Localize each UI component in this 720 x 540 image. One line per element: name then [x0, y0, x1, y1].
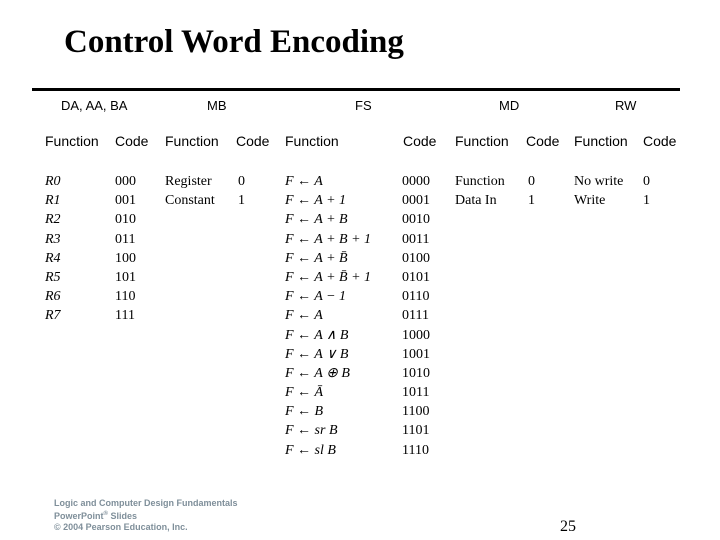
- mb-code: 0: [238, 174, 245, 189]
- rw-code: 1: [643, 193, 650, 209]
- header-md: MD: [499, 98, 520, 113]
- fs-code: 0100: [402, 250, 430, 266]
- register-function: R7: [45, 308, 61, 324]
- fs-code: 0000: [402, 174, 430, 189]
- register-code: 110: [115, 289, 136, 305]
- fs-function: F ← sl B: [285, 442, 336, 458]
- fs-code: 1010: [402, 365, 430, 381]
- register-function: R0: [45, 174, 61, 189]
- subheader-function: Function: [165, 133, 219, 149]
- fs-code: 1000: [402, 327, 430, 343]
- register-function: R3: [45, 231, 61, 247]
- header-da-aa-ba: DA, AA, BA: [61, 98, 128, 113]
- fs-function: F ← Ā: [285, 385, 324, 401]
- rw-function: No write: [574, 174, 624, 189]
- fs-function: F ← A + B̄ + 1: [285, 269, 372, 285]
- page-number: 25: [560, 518, 576, 535]
- fs-function: F ← A + B: [285, 212, 348, 228]
- rw-code-column: [643, 172, 650, 210]
- fs-function: F ← sr B: [285, 423, 338, 439]
- rw-code: 0: [643, 174, 650, 189]
- subheader-code: Code: [643, 133, 677, 149]
- md-function-column: [455, 172, 505, 210]
- subheader-code: Code: [236, 133, 270, 149]
- mb-code-column: [238, 172, 245, 210]
- fs-function: F ← B: [285, 404, 324, 420]
- register-code: 101: [115, 269, 136, 285]
- md-code-column: [528, 172, 535, 210]
- footer-slides-brand: PowerPoint: [54, 511, 104, 521]
- header-fs: FS: [355, 98, 372, 113]
- subheader-function: Function: [455, 133, 509, 149]
- fs-code: 1100: [402, 404, 430, 420]
- register-code: 011: [115, 231, 136, 247]
- subheader-code: Code: [403, 133, 437, 149]
- register-code: 100: [115, 250, 136, 266]
- register-code-column: [115, 172, 136, 326]
- md-code: 1: [528, 193, 535, 209]
- fs-code: 0110: [402, 289, 430, 305]
- register-function: R6: [45, 289, 61, 305]
- fs-code: 1101: [402, 423, 430, 439]
- register-function-column: [45, 172, 61, 326]
- footer-slides-suffix: Slides: [107, 511, 137, 521]
- md-function: Function: [455, 174, 505, 189]
- md-code: 0: [528, 174, 535, 189]
- subheader-function: Function: [45, 133, 99, 149]
- fs-function: F ← A: [285, 174, 323, 189]
- fs-function: F ← A + B̄: [285, 250, 348, 266]
- fs-code: 0011: [402, 231, 430, 247]
- fs-code-column: [402, 172, 430, 460]
- subheader-code: Code: [526, 133, 560, 149]
- fs-function: F ← A ⊕ B: [285, 365, 350, 381]
- fs-code: 1001: [402, 346, 430, 362]
- register-code: 000: [115, 174, 136, 189]
- mb-code: 1: [238, 193, 245, 209]
- mb-function: Register: [165, 174, 212, 189]
- subheader-function: Function: [574, 133, 628, 149]
- fs-function: F ← A: [285, 308, 323, 324]
- register-function: R2: [45, 212, 61, 228]
- register-function: R5: [45, 269, 61, 285]
- fs-function: F ← A ∧ B: [285, 327, 349, 343]
- rw-function-column: [574, 172, 623, 210]
- register-code: 010: [115, 212, 136, 228]
- fs-code: 1110: [402, 442, 429, 458]
- footer-slides-line: [54, 509, 238, 522]
- register-code: 001: [115, 193, 136, 209]
- fs-code: 1011: [402, 385, 430, 401]
- mb-function-column: [165, 172, 215, 210]
- fs-code: 0111: [402, 308, 429, 324]
- fs-function-column: [285, 172, 371, 460]
- fs-function: F ← A − 1: [285, 289, 347, 305]
- header-rw: RW: [615, 98, 637, 113]
- footer-publisher-logo: [54, 498, 238, 533]
- fs-function: F ← A + 1: [285, 193, 347, 209]
- register-function: R1: [45, 193, 61, 209]
- subheader-function: Function: [285, 133, 339, 149]
- slide-title: Control Word Encoding: [64, 24, 404, 60]
- fs-code: 0101: [402, 269, 430, 285]
- footer-registered-mark: ®: [103, 511, 108, 517]
- fs-code: 0010: [402, 212, 430, 228]
- header-rule: [32, 88, 680, 91]
- register-code: 111: [115, 308, 135, 324]
- footer-book-title: Logic and Computer Design Fundamentals: [54, 498, 238, 508]
- mb-function: Constant: [165, 193, 215, 209]
- fs-function: F ← A + B + 1: [285, 231, 372, 247]
- fs-code: 0001: [402, 193, 430, 209]
- subheader-code: Code: [115, 133, 149, 149]
- fs-function: F ← A ∨ B: [285, 346, 349, 362]
- footer-copyright: © 2004 Pearson Education, Inc.: [54, 522, 188, 532]
- register-function: R4: [45, 250, 61, 266]
- rw-function: Write: [574, 193, 606, 209]
- header-mb: MB: [207, 98, 227, 113]
- md-function: Data In: [455, 193, 497, 209]
